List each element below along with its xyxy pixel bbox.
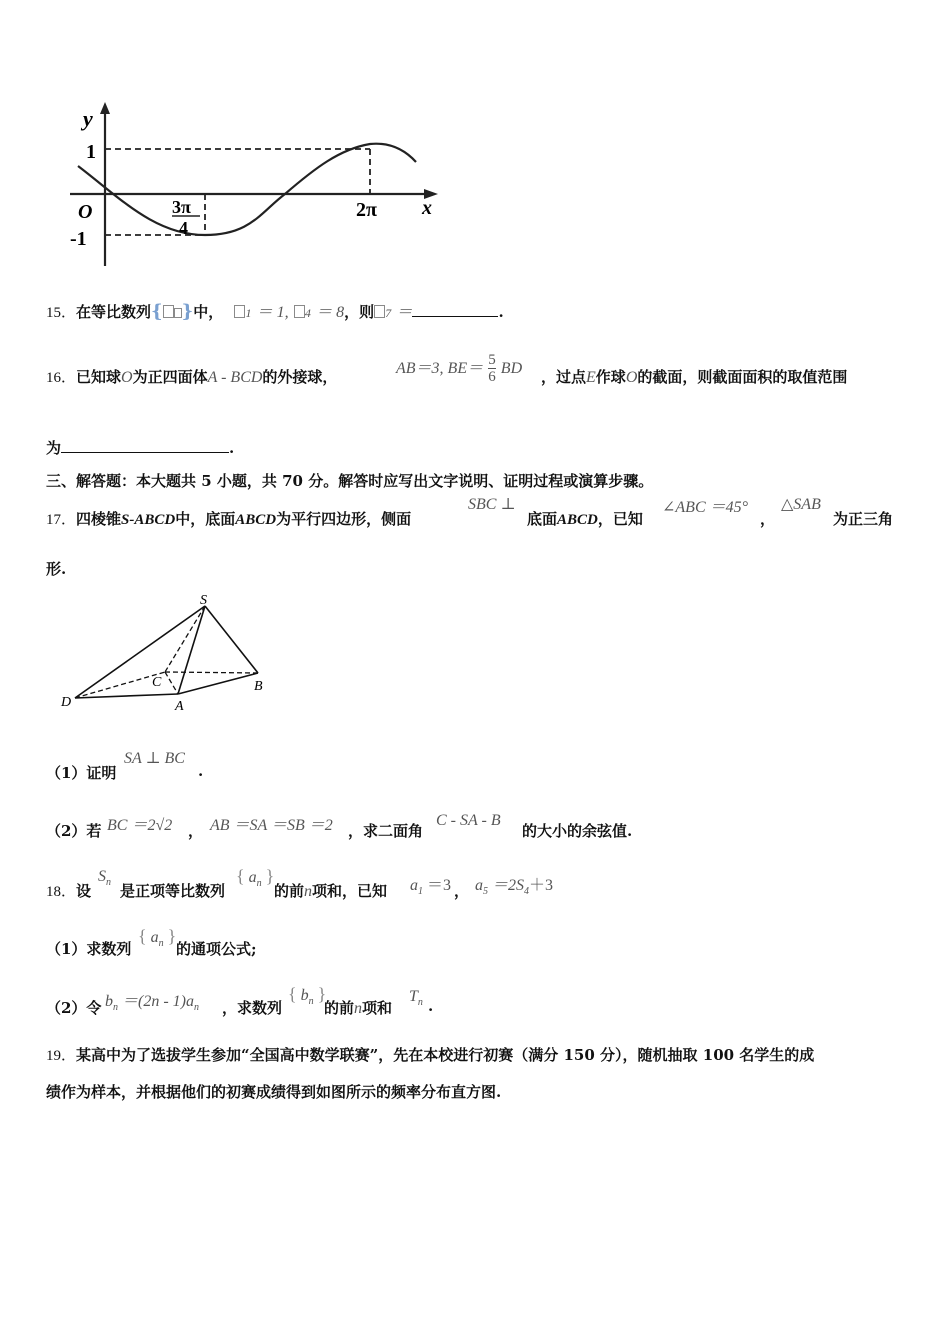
q18-p2-end: . — [428, 997, 434, 1015]
q16-text-3: 的外接球， — [262, 368, 338, 386]
q17-p1-end: . — [198, 762, 204, 780]
edge-CA — [165, 672, 178, 694]
q18-number: 18． — [46, 884, 77, 900]
q17-text-4: 底面 — [527, 510, 558, 528]
y-label: y — [83, 106, 93, 131]
right-brace-icon: } — [181, 301, 194, 322]
question-17 — [46, 508, 411, 529]
q18-tn: $T_n$ — [409, 988, 423, 1008]
q16-line-2 — [46, 437, 234, 458]
q17-continued — [527, 508, 643, 529]
q18-sn: $S_n$ — [98, 868, 111, 888]
q15-sub-7: 7 — [385, 306, 392, 320]
q17-p1-math: SA ⊥ BC — [124, 750, 185, 767]
q17-text-5: ，已知 — [597, 510, 643, 528]
three-pi-label: 3π — [172, 197, 191, 217]
q18-bn-def: $b_n =(2n - 1)a_n$ — [105, 993, 199, 1013]
q16-bd: BD — [500, 360, 523, 377]
vertex-A: A — [175, 699, 184, 714]
x-label: x — [422, 197, 432, 219]
vertex-S: S — [200, 593, 207, 608]
q17-p1-label: （1）证明 — [46, 764, 117, 782]
q17-p2-sep: ， — [188, 822, 204, 840]
function-graph — [60, 98, 445, 270]
vertex-D: D — [61, 695, 72, 710]
q16-text-6: 的截面，则截面面积的取值范围 — [637, 368, 848, 386]
q18-text-1: 设 — [76, 882, 92, 900]
q15-text-1: 在等比数列 — [76, 303, 152, 321]
q15-sub-4: 4 — [304, 306, 311, 320]
q16-text-5: 作球 — [595, 368, 626, 386]
edge-SA — [178, 606, 205, 694]
q15-text-3: ，则 — [344, 303, 375, 321]
q18-sep: ， — [454, 882, 470, 900]
q16-frac-top: 5 — [488, 352, 496, 368]
q17-text-3: 为平行四边形，侧面 — [276, 510, 412, 528]
q16-O: O — [121, 369, 133, 386]
q16-frac-bot: 6 — [488, 369, 496, 385]
edge-SD — [75, 606, 205, 698]
edge-SB — [205, 606, 258, 673]
q16-condition — [396, 352, 522, 385]
edge-SC — [165, 606, 205, 672]
q16-text-2: 为正四面体 — [132, 368, 208, 386]
q19-line-1-text: 某高中为了选拔学生参加“全国高中数学联赛”，先在本校进行初赛（满分 150 分），随机抽取 100 名学生的成 — [76, 1046, 815, 1064]
q17-triangle: △SAB — [781, 496, 821, 513]
vertex-C: C — [152, 675, 162, 690]
q18-an-seq: { $a_n$ } — [236, 866, 275, 889]
q17-p2-text: ，求二面角 — [348, 822, 424, 840]
vertex-B: B — [254, 679, 263, 694]
q18-p2-text-1: ，求数列 — [222, 999, 283, 1017]
neg-one-label: -1 — [70, 228, 87, 250]
q16-O2: O — [625, 369, 638, 386]
q16-text-4: ，过点 — [541, 368, 587, 386]
q17-abcd: ABCD — [235, 512, 277, 528]
q17-comma: ， — [760, 510, 776, 528]
q18-bn-seq: { $b_n$ } — [288, 984, 327, 1007]
question-19-line-2: 绩作为样本，并根据他们的初赛成绩得到如图所示的频率分布直方图. — [46, 1083, 502, 1101]
placeholder-box-icon — [174, 308, 182, 318]
edge-CB — [165, 672, 258, 673]
q16-text-1: 已知球 — [76, 368, 122, 386]
q17-text-6: 为正三角 — [833, 510, 894, 528]
q18-text-2: 是正项等比数列 — [120, 882, 226, 900]
question-15 — [46, 299, 504, 322]
two-pi-label: 2π — [356, 199, 377, 221]
q15-text-2: 中， — [193, 303, 224, 321]
placeholder-box-icon — [163, 305, 174, 318]
sine-curve — [78, 144, 416, 235]
placeholder-box-icon — [374, 305, 385, 318]
q16-cond-math: AB＝3, BE＝ — [396, 360, 484, 377]
q17-p2-math-2: AB ＝SA ＝SB ＝2 — [210, 817, 333, 834]
pyramid-figure — [55, 590, 280, 715]
origin-label: O — [78, 201, 93, 223]
q17-text-7: 形. — [46, 560, 67, 578]
q18-a1: $a_1 =3$ — [410, 877, 452, 897]
q17-number: 17． — [46, 512, 77, 528]
q16-fraction — [488, 352, 496, 385]
q18-p1-seq: { $a_n$ } — [138, 926, 177, 949]
edge-AB — [178, 673, 258, 694]
edge-DA — [75, 694, 178, 698]
q17-text-1: 四棱锥 — [76, 510, 122, 528]
q15-text-4: . — [498, 303, 504, 321]
q17-part-1 — [46, 762, 116, 783]
q18-p2-label: （2）令 — [46, 999, 102, 1017]
q18-text-3: 的前n项和，已知 — [274, 882, 388, 900]
y-axis-arrow — [100, 102, 110, 114]
q17-sbc: SBC ⊥ — [468, 496, 516, 513]
q17-p2-end: 的大小的余弦值. — [522, 822, 633, 840]
q17-p2-math-1: BC ＝2√2 — [107, 817, 173, 834]
q17-p2-label: （2）若 — [46, 822, 102, 840]
q18-p1-end: 的通项公式; — [176, 940, 257, 958]
q16-tetra: A - BCD — [207, 369, 263, 386]
section-3-header: 三、解答题：本大题共 5 小题，共 70 分。解答时应写出文字说明、证明过程或演算步骤。 — [46, 472, 654, 490]
left-brace-icon: { — [151, 301, 163, 322]
one-label: 1 — [86, 141, 96, 163]
q16-E: E — [586, 369, 596, 386]
q17-p2-math-3: C - SA - B — [436, 812, 501, 829]
question-16 — [46, 366, 337, 387]
q17-text-2: 中，底面 — [175, 510, 236, 528]
q18-a5: $a_5 =2S_4+3$ — [475, 877, 554, 897]
q15-math-1: ＝ 1, — [256, 304, 289, 321]
q18-p1-label: （1）求数列 — [46, 940, 132, 958]
q15-math-3: ＝ — [396, 304, 413, 321]
q16-continued — [541, 366, 847, 387]
placeholder-box-icon — [234, 305, 245, 318]
four-label: 4 — [179, 218, 188, 238]
q17-angle: ∠ABC ＝45° — [662, 499, 749, 516]
q15-math-2: ＝ 8 — [316, 304, 345, 321]
q17-abcd-2: ABCD — [557, 512, 598, 528]
question-18 — [46, 880, 91, 901]
q18-p2-text-2: 的前n项和 — [324, 999, 393, 1017]
q16-text-8: . — [229, 439, 235, 457]
q17-pyramid: S-ABCD — [121, 512, 176, 528]
q16-answer-blank[interactable] — [61, 438, 229, 453]
placeholder-box-icon — [294, 305, 305, 318]
q16-text-7: 为 — [46, 439, 62, 457]
q15-number: 15． — [46, 305, 77, 321]
q15-sub-1: 1 — [245, 306, 252, 320]
question-19-line-1 — [46, 1044, 814, 1065]
q15-answer-blank[interactable] — [412, 302, 498, 317]
q16-number: 16． — [46, 370, 77, 386]
q19-number: 19． — [46, 1048, 77, 1064]
